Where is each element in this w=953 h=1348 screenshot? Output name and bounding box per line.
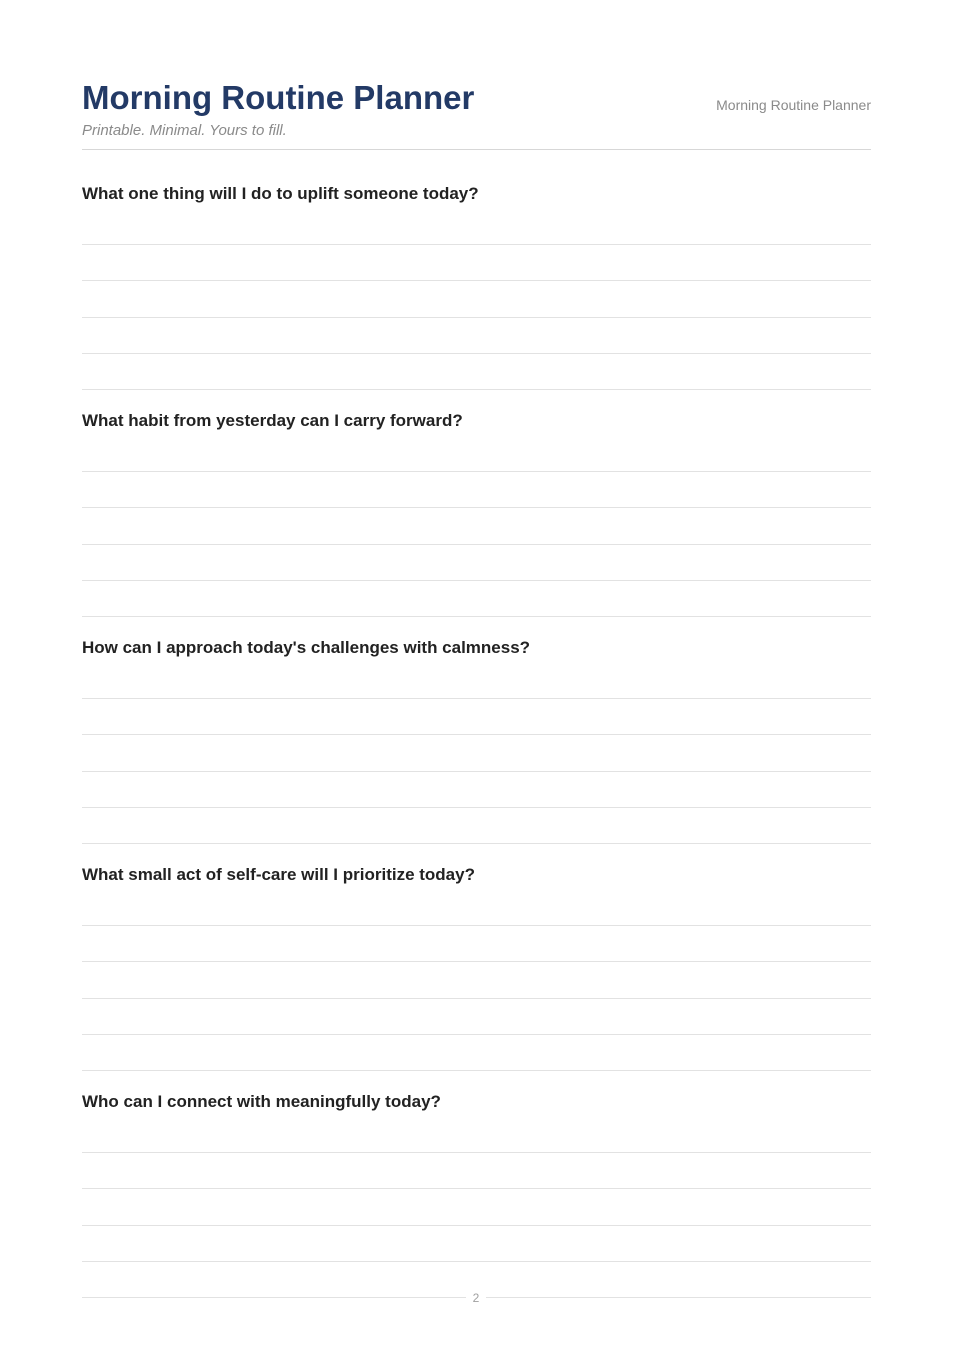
page-number: 2: [466, 1291, 486, 1305]
header-divider: [82, 149, 871, 150]
answer-line: [82, 1152, 871, 1153]
answer-line: [82, 925, 871, 926]
answer-line: [82, 1225, 871, 1226]
answer-line: [82, 1188, 871, 1189]
prompt-section: [82, 840, 871, 1067]
answer-line: [82, 507, 871, 508]
prompt-question: Who can I connect with meaningfully today?: [82, 1092, 441, 1111]
answer-line: [82, 471, 871, 472]
answer-line: [82, 544, 871, 545]
answer-line: [82, 771, 871, 772]
answer-line: [82, 580, 871, 581]
answer-line: [82, 807, 871, 808]
answer-line: [82, 244, 871, 245]
prompt-question: What one thing will I do to uplift someone today?: [82, 184, 479, 203]
answer-line: [82, 734, 871, 735]
answer-line: [82, 998, 871, 999]
answer-line: [82, 961, 871, 962]
prompt-section: [82, 613, 871, 840]
answer-line: [82, 353, 871, 354]
answer-line: [82, 1034, 871, 1035]
running-header: Morning Routine Planner: [716, 97, 871, 113]
prompt-section: [82, 386, 871, 613]
prompt-question: What habit from yesterday can I carry forward?: [82, 411, 463, 430]
answer-line: [82, 698, 871, 699]
prompt-section: [82, 159, 871, 386]
answer-line: [82, 1261, 871, 1262]
prompt-question: How can I approach today's challenges with calmness?: [82, 638, 531, 657]
answer-line: [82, 317, 871, 318]
prompt-question: What small act of self-care will I prioritize today?: [82, 865, 475, 884]
page-subtitle: Printable. Minimal. Yours to fill.: [82, 122, 287, 139]
answer-line: [82, 280, 871, 281]
page-title: Morning Routine Planner: [82, 79, 475, 116]
prompt-section: [82, 1067, 871, 1294]
